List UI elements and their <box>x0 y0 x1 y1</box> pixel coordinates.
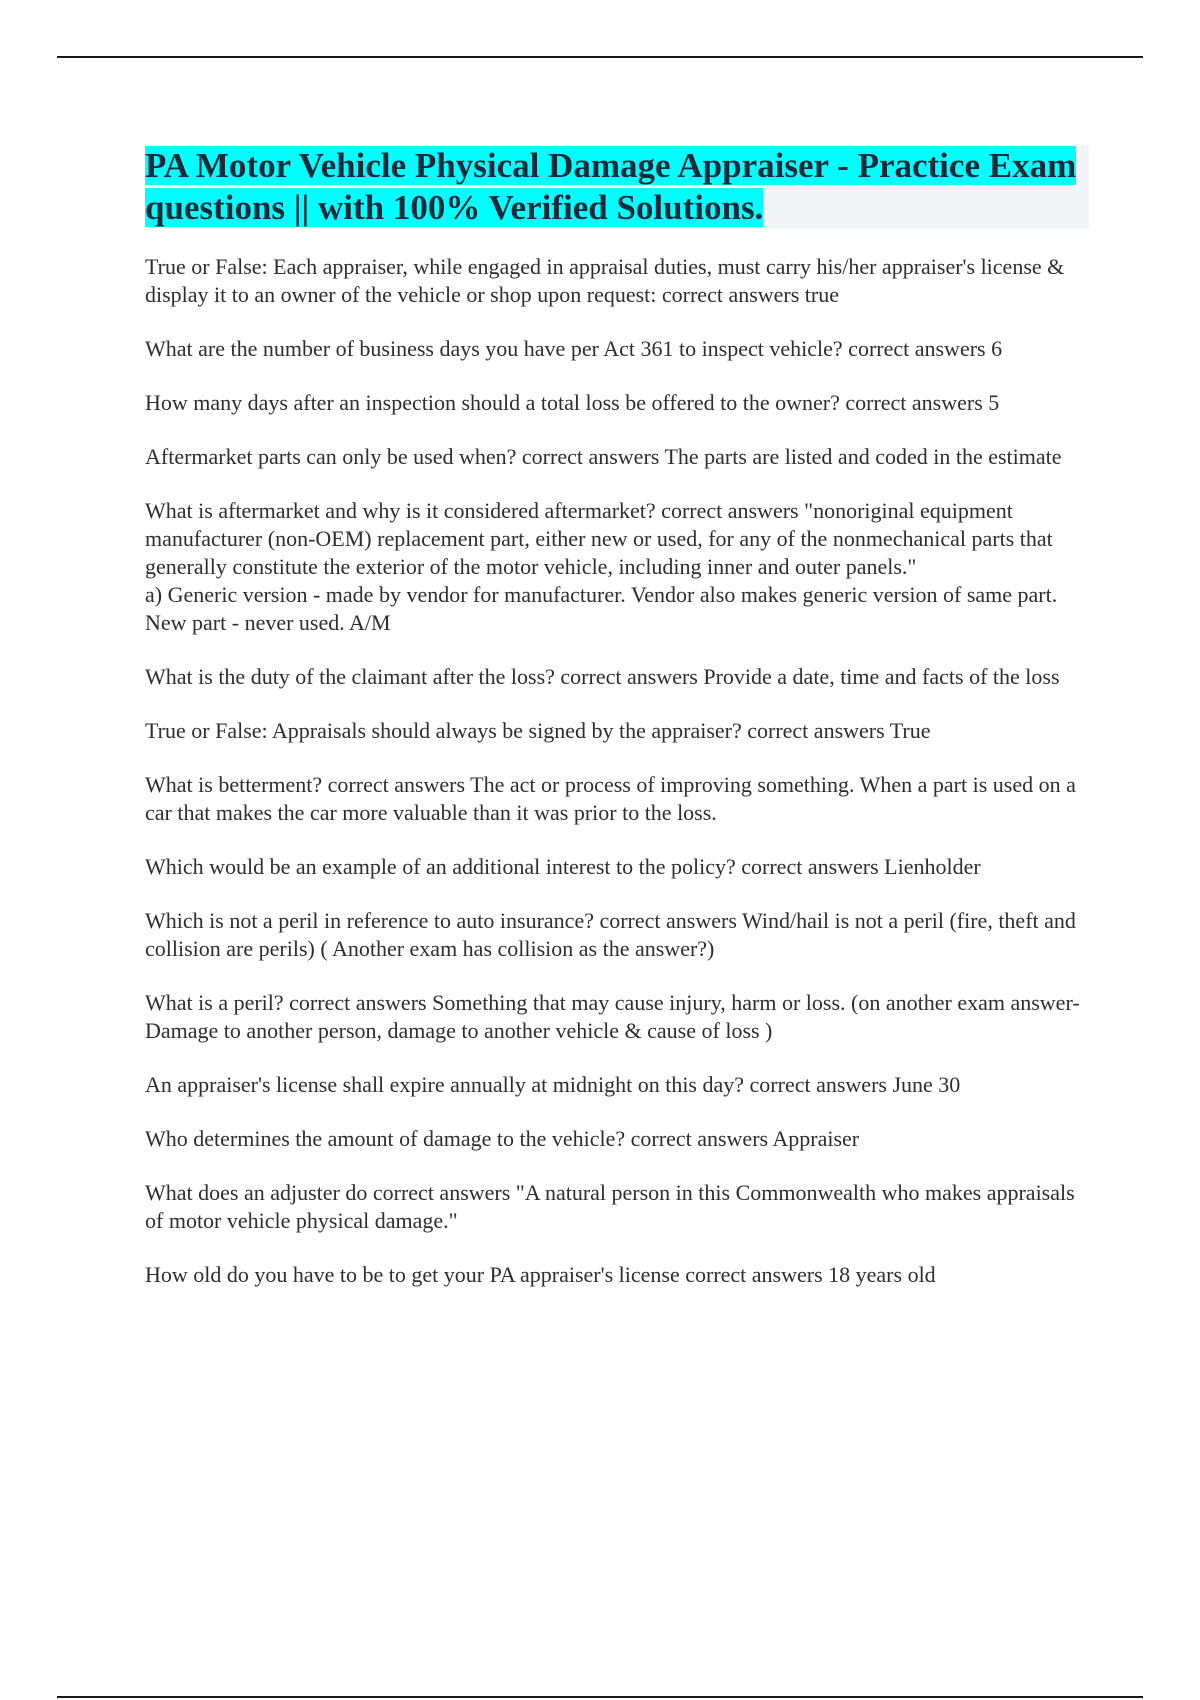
qa-item: Which would be an example of an additional interest to the policy? correct answers Lienholder <box>145 854 981 879</box>
page-title: PA Motor Vehicle Physical Damage Appraiser - Practice Exam questions || with 100% Verified Solutions. <box>145 146 1077 227</box>
qa-item: What are the number of business days you have per Act 361 to inspect vehicle? correct answers 6 <box>145 336 1003 361</box>
qa-item: Aftermarket parts can only be used when? correct answers The parts are listed and coded in the estimate <box>145 444 1062 469</box>
bottom-rule <box>57 1696 1143 1698</box>
qa-item: An appraiser's license shall expire annually at midnight on this day? correct answers June 30 <box>145 1072 961 1097</box>
qa-list <box>145 253 1089 1289</box>
top-rule <box>57 56 1143 58</box>
qa-item: True or False: Each appraiser, while engaged in appraisal duties, must carry his/her appraiser's license & display it to an owner of the vehicle or shop upon request: correct answers true <box>145 254 1065 307</box>
qa-item: Which is not a peril in reference to auto insurance? correct answers Wind/hail is not a peril (fire, theft and collision are perils) ( Another exam has collision as the answer?) <box>145 908 1076 961</box>
document-body <box>145 145 1089 1315</box>
qa-item: What is aftermarket and why is it considered aftermarket? correct answers "nonoriginal equipment manufacturer (non-OEM) replacement part, either new or used, for any of the nonmechanical parts that generally constitute the exterior of the motor vehicle, including inner and outer panels." a) Generic version - made by vendor for manufacturer. Vendor also makes generic version of same part. New part - never used. A/M <box>145 497 1089 637</box>
qa-item: What is the duty of the claimant after the loss? correct answers Provide a date, time and facts of the loss <box>145 664 1060 689</box>
qa-item: Who determines the amount of damage to the vehicle? correct answers Appraiser <box>145 1126 860 1151</box>
qa-item: What is betterment? correct answers The act or process of improving something. When a part is used on a car that makes the car more valuable than it was prior to the loss. <box>145 772 1076 825</box>
qa-item: How old do you have to be to get your PA appraiser's license correct answers 18 years old <box>145 1262 936 1287</box>
qa-item: True or False: Appraisals should always be signed by the appraiser? correct answers True <box>145 718 931 743</box>
qa-item: How many days after an inspection should a total loss be offered to the owner? correct answers 5 <box>145 390 1000 415</box>
title-block <box>145 145 1089 229</box>
qa-item: What does an adjuster do correct answers "A natural person in this Commonwealth who makes appraisals of motor vehicle physical damage." <box>145 1180 1075 1233</box>
qa-item-extra: a) Generic version - made by vendor for manufacturer. Vendor also makes generic version of same part. New part - never used. A/M <box>145 582 1058 635</box>
qa-item: What is a peril? correct answers Something that may cause injury, harm or loss. (on another exam answer- Damage to another person, damage to another vehicle & cause of loss ) <box>145 990 1080 1043</box>
